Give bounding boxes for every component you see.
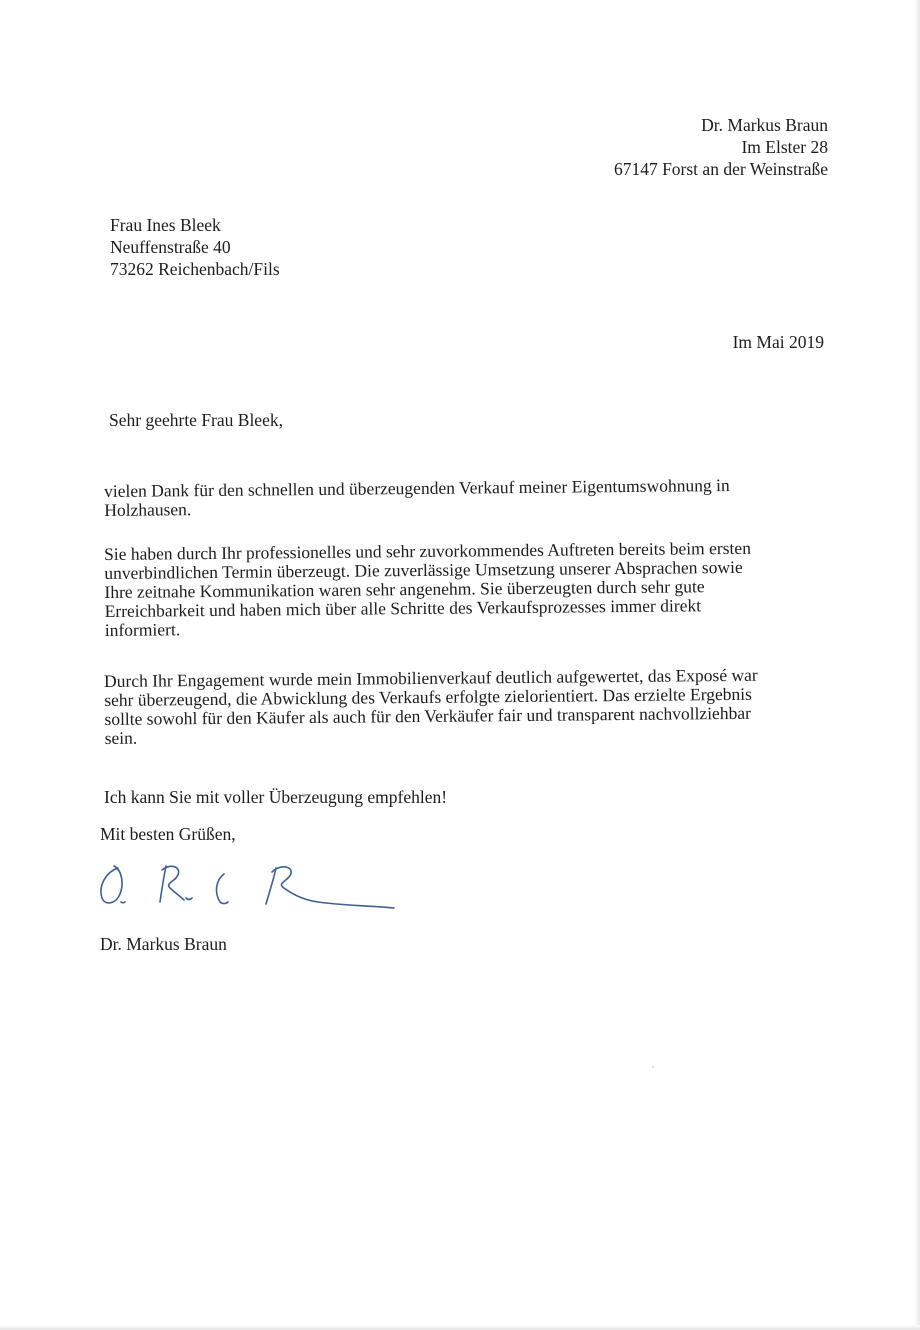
page-edge-shadow [914, 0, 920, 1330]
recipient-city: 73262 Reichenbach/Fils [110, 259, 280, 279]
sender-address [614, 114, 828, 180]
paragraph-line: sollte sowohl für den Käufer als auch für den Verkäufer fair und transparent nachvollziehbar [104, 702, 751, 729]
paragraph-line: Ich kann Sie mit voller Überzeugung empfehlen! [104, 787, 448, 807]
sender-name: Dr. Markus Braun [701, 115, 828, 135]
letter-date: Im Mai 2019 [732, 332, 824, 352]
paragraph-line: vielen Dank für den schnellen und überzeugenden Verkauf meiner Eigentumswohnung in [103, 474, 730, 501]
handwritten-signature [88, 848, 408, 918]
paragraph-line: Durch Ihr Engagement wurde mein Immobilienverkauf deutlich aufgewertet, das Exposé war [103, 664, 758, 691]
sender-city: 67147 Forst an der Weinstraße [613, 159, 828, 179]
recipient-address [110, 214, 280, 280]
recipient-name: Frau Ines Bleek [110, 215, 221, 235]
paragraph-line: unverbindlichen Termin überzeugt. Die zuverlässige Umsetzung unserer Absprachen sowie [104, 556, 743, 583]
paragraph-line: sein. [104, 727, 138, 748]
paragraph-line: Ihre zeitnahe Kommunikation waren sehr angenehm. Sie überzeugten durch sehr gute [104, 576, 705, 602]
paragraph-line: Sie haben durch Ihr professionelles und sehr zuvorkommendes Auftreten bereits beim ersten [103, 537, 751, 564]
closing-phrase: Mit besten Grüßen, [100, 824, 236, 844]
page-edge-shadow-bottom [0, 1325, 920, 1330]
sender-street: Im Elster 28 [741, 137, 828, 157]
paragraph-thanks [104, 475, 809, 520]
signer-name: Dr. Markus Braun [100, 934, 227, 954]
paragraph-recommendation [104, 788, 809, 807]
paragraph-engagement [104, 665, 810, 748]
paragraph-professionalism [104, 538, 810, 640]
paragraph-line: Holzhausen. [104, 499, 192, 520]
paper-speck [652, 1066, 654, 1068]
recipient-street: Neuffenstraße 40 [110, 237, 231, 257]
paragraph-line: Erreichbarkeit und haben mich über alle Schritte des Verkaufsprozesses immer direkt [104, 595, 702, 621]
salutation: Sehr geehrte Frau Bleek, [109, 410, 283, 430]
paragraph-line: informiert. [104, 619, 181, 640]
paragraph-line: sehr überzeugend, die Abwicklung des Verkaufs erfolgte zielorientiert. Das erzielte Ergebnis [104, 683, 752, 710]
